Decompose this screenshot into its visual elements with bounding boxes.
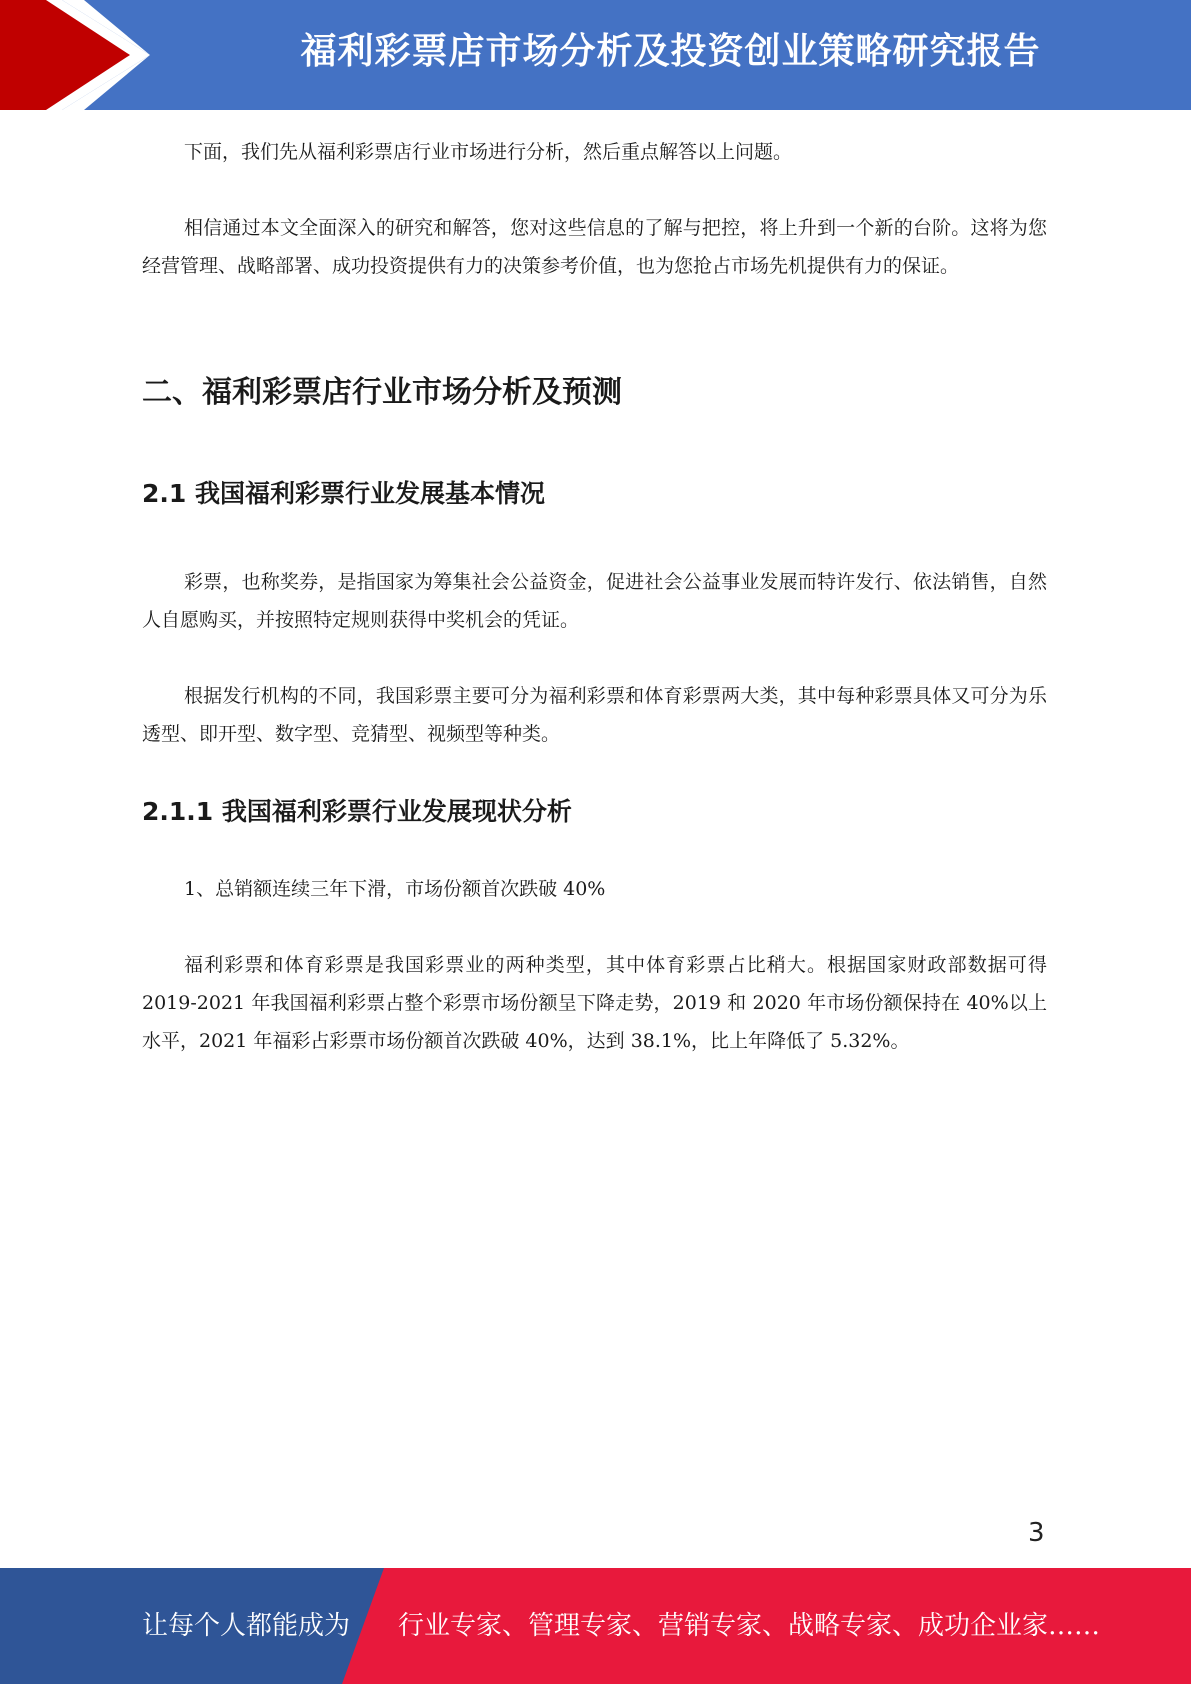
section-heading: 二、福利彩票店行业市场分析及预测 — [142, 375, 622, 410]
red-white-chevron-icon — [0, 0, 160, 110]
report-title: 福利彩票店市场分析及投资创业策略研究报告 — [300, 31, 1041, 72]
subsection-heading: 2.1 我国福利彩票行业发展基本情况 — [142, 479, 545, 508]
page-footer — [0, 1568, 1191, 1684]
trust-paragraph: 相信通过本文全面深入的研究和解答，您对这些信息的了解与把控，将上升到一个新的台阶。这将为您经营管理、战略部署、成功投资提供有力的决策参考价值，也为您抢占市场先机提供有力的保证。 — [142, 217, 1047, 277]
classification-paragraph: 根据发行机构的不同，我国彩票主要可分为福利彩票和体育彩票两大类，其中每种彩票具体又可分为乐透型、即开型、数字型、竞猜型、视频型等种类。 — [142, 685, 1047, 745]
intro-paragraph: 下面，我们先从福利彩票店行业市场进行分析，然后重点解答以上问题。 — [184, 141, 793, 163]
subsubsection-heading: 2.1.1 我国福利彩票行业发展现状分析 — [142, 797, 572, 826]
page-number: 3 — [1028, 1518, 1045, 1548]
footer-slogan-right: 行业专家、管理专家、营销专家、战略专家、成功企业家…… — [398, 1611, 1101, 1641]
definition-paragraph: 彩票，也称奖券，是指国家为筹集社会公益资金，促进社会公益事业发展而特许发行、依法销售，自然人自愿购买，并按照特定规则获得中奖机会的凭证。 — [142, 571, 1047, 631]
point-one: 1、总销额连续三年下滑，市场份额首次跌破 40% — [184, 878, 606, 900]
analysis-paragraph: 福利彩票和体育彩票是我国彩票业的两种类型，其中体育彩票占比稍大。根据国家财政部数据可得 2019-2021 年我国福利彩票占整个彩票市场份额呈下降走势，2019 和 2020 年市场份额保持在 40%以上水平，2021 年福彩占彩票市场份额首次跌破 40%，达到 38.1%，比上年降低了 5.32%。 — [142, 954, 1047, 1052]
page-header — [0, 0, 1191, 110]
footer-slogan-left: 让每个人都能成为 — [142, 1611, 351, 1641]
